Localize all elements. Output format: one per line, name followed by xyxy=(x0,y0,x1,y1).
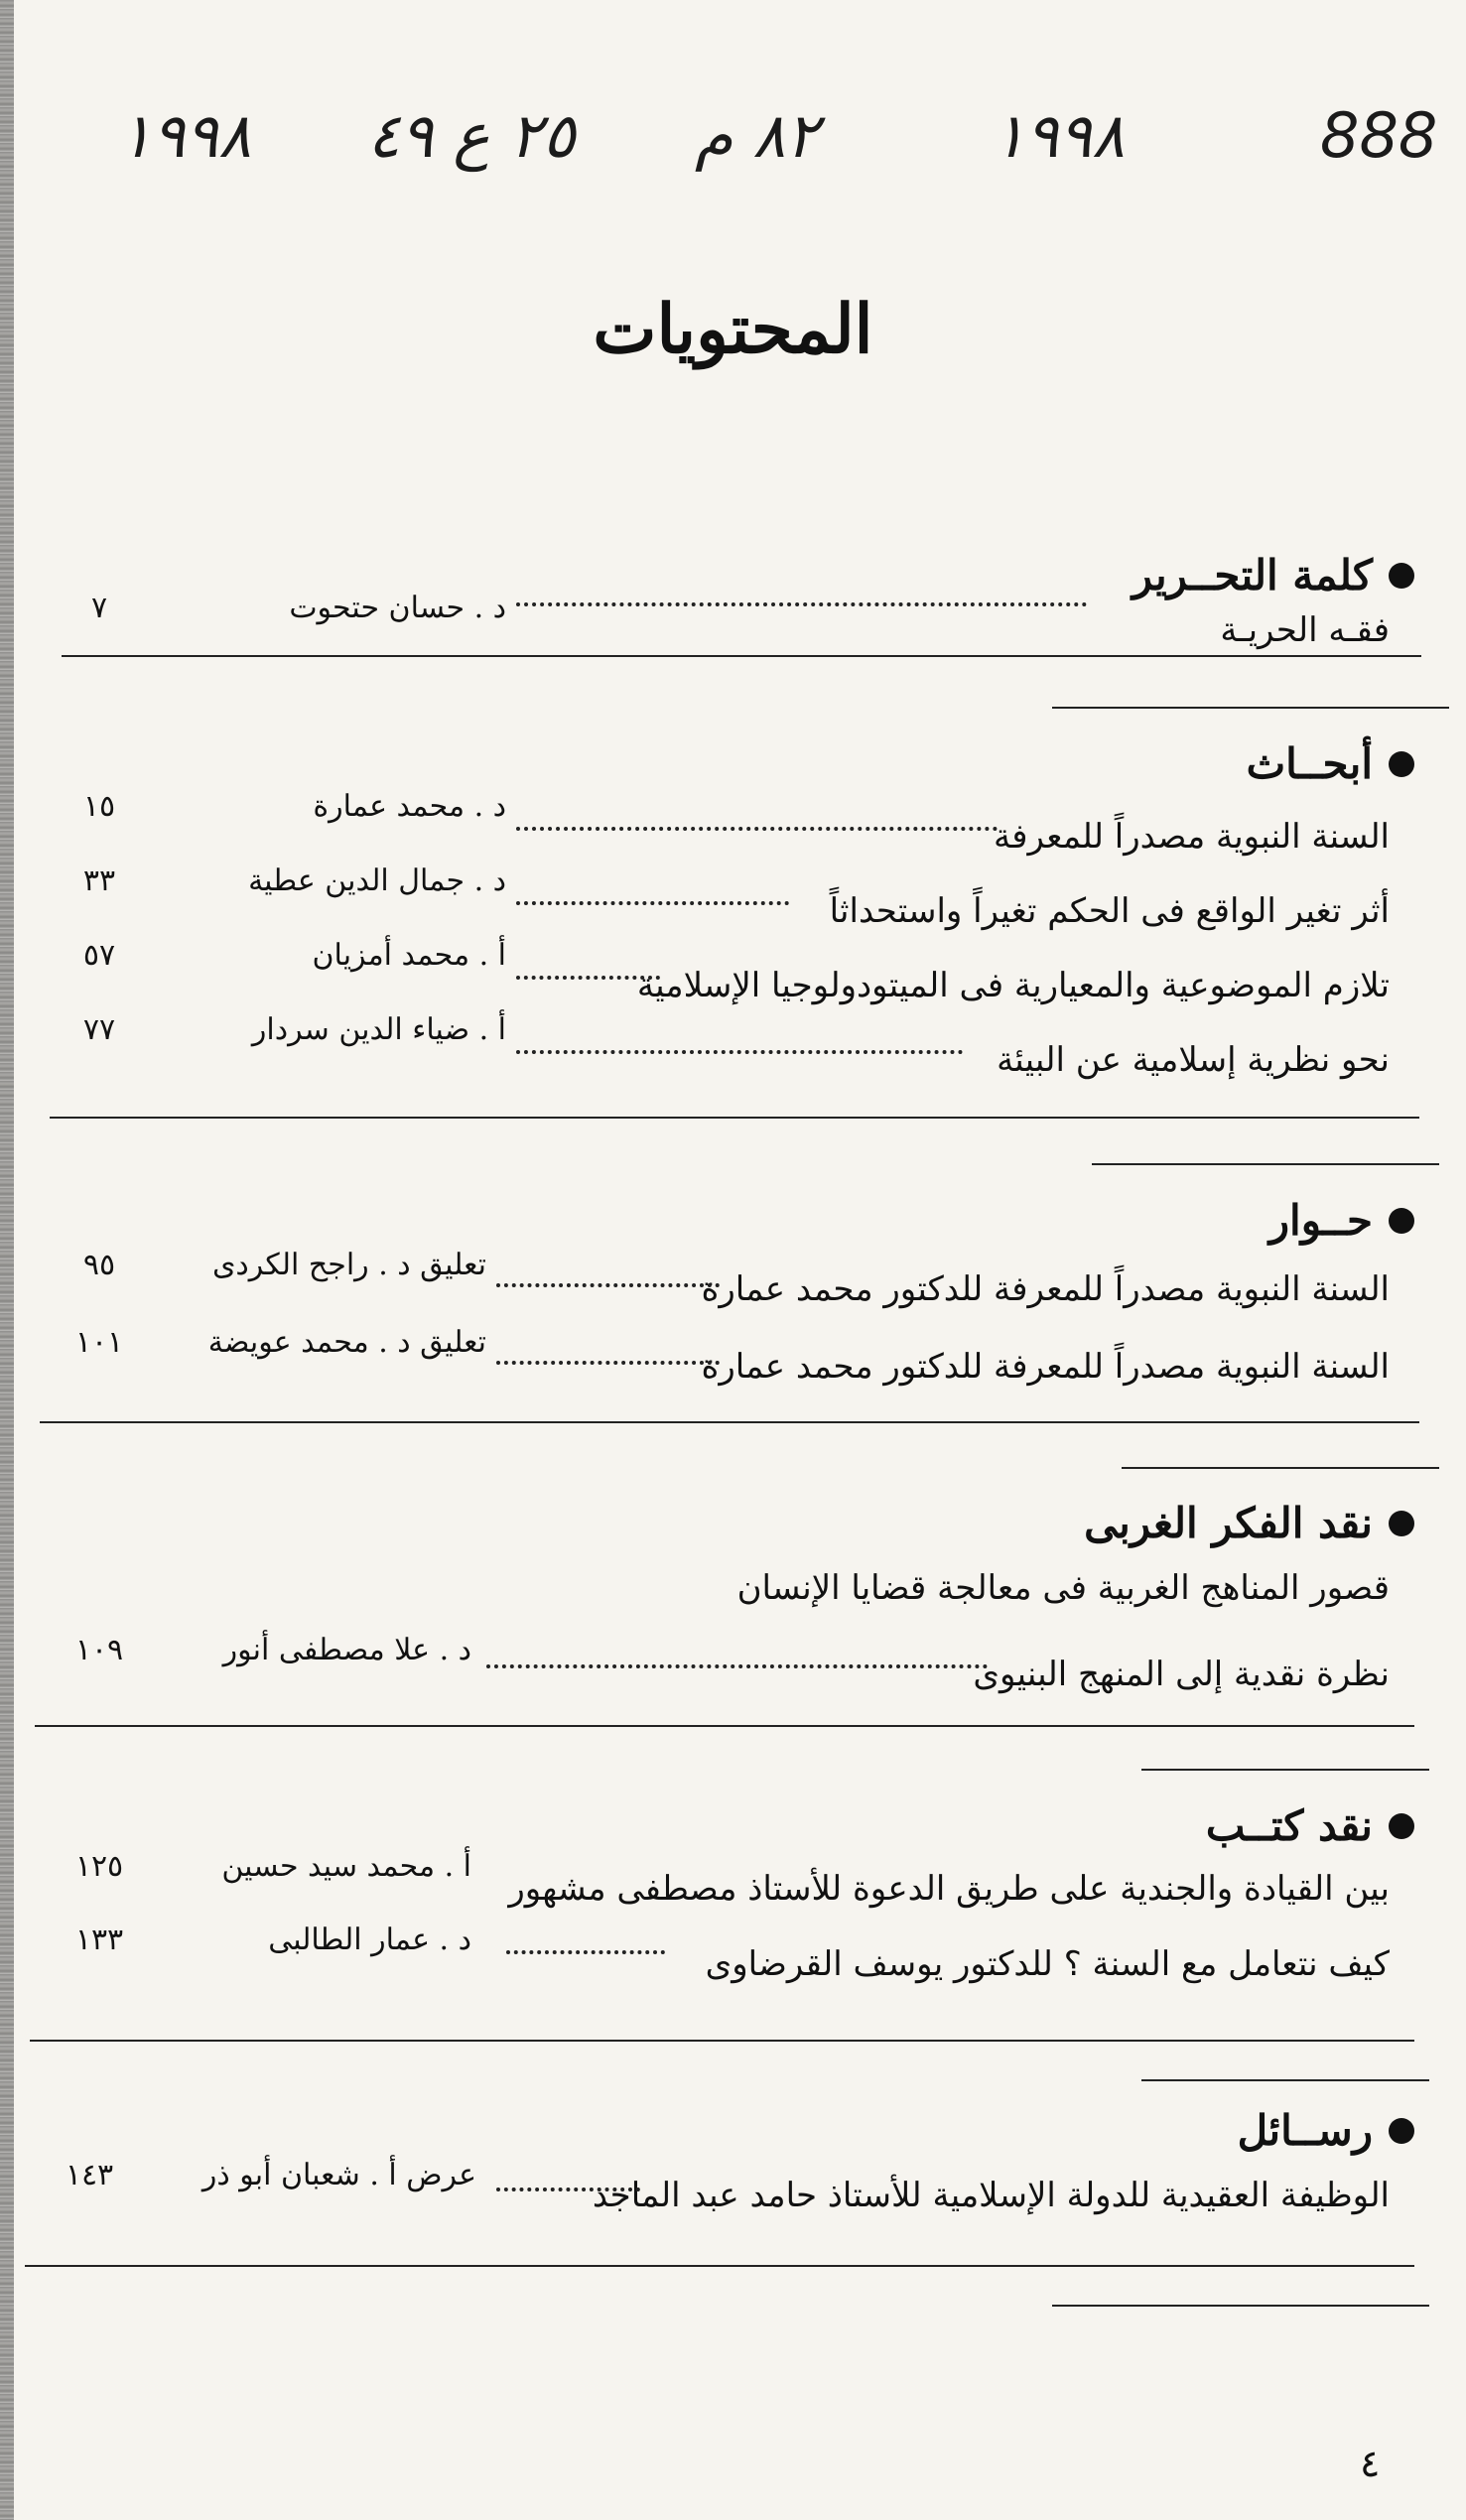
entry-title: أثر تغير الواقع فى الحكم تغيراً واستحداثاً xyxy=(829,891,1390,931)
leader-dots xyxy=(516,825,998,831)
entry-author: د . حسان حتحوت xyxy=(289,591,506,625)
toc-entry xyxy=(30,1923,1414,1984)
section-divider xyxy=(30,2040,1414,2042)
toc-entry xyxy=(30,1849,1414,1909)
section-divider xyxy=(35,1725,1414,1727)
toc-entry xyxy=(30,591,1414,650)
toc-entry xyxy=(30,1012,1414,1080)
leader-dots xyxy=(516,899,789,905)
entry-title: السنة النبوية مصدراً للمعرفة xyxy=(994,817,1390,857)
entry-author: تعليق د . راجح الكردى xyxy=(211,1248,486,1282)
toc-entry xyxy=(30,1325,1414,1387)
leader-dots xyxy=(516,1048,963,1054)
section-heading xyxy=(1084,1499,1414,1547)
entry-title: فقـه الحريـة xyxy=(1220,610,1390,650)
section-heading xyxy=(1269,1196,1414,1245)
section-divider xyxy=(25,2265,1414,2267)
entry-page: ٩٥ xyxy=(82,1248,116,1282)
section-divider xyxy=(1092,1163,1439,1165)
toc-entry xyxy=(30,2158,1414,2215)
section-divider xyxy=(1052,2305,1429,2307)
handwritten-note-5: 888 xyxy=(1320,99,1438,172)
toc-entry xyxy=(30,863,1414,931)
entry-page: ٧ xyxy=(90,591,108,625)
entry-author: عرض أ . شعبان أبو ذر xyxy=(201,2158,476,2192)
entry-title: كيف نتعامل مع السنة ؟ للدكتور يوسف القرضاوى xyxy=(705,1944,1390,1984)
toc-entry xyxy=(30,938,1414,1005)
handwritten-note-3: ٨٢ م xyxy=(695,99,819,172)
section-divider xyxy=(1141,1769,1429,1771)
bullet-icon xyxy=(1389,751,1414,777)
section-heading xyxy=(1247,739,1414,788)
bullet-icon xyxy=(1389,563,1414,589)
handwritten-note-4: ١٩٩٨ xyxy=(993,99,1126,172)
entry-title: السنة النبوية مصدراً للمعرفة للدكتور محمد عمارة xyxy=(701,1269,1390,1309)
section-divider xyxy=(1122,1467,1439,1469)
section-heading xyxy=(1206,1801,1414,1850)
entry-author: تعليق د . محمد عويضة xyxy=(207,1325,486,1360)
entry-title: تلازم الموضوعية والمعيارية فى الميتودولوجيا الإسلامية xyxy=(636,966,1390,1005)
section-heading-text: نقد الفكر الغربى xyxy=(1084,1499,1373,1547)
entry-author: د . عمار الطالبى xyxy=(268,1923,471,1957)
section-divider xyxy=(1141,2079,1429,2081)
page-number: ٤ xyxy=(1360,2442,1381,2485)
bullet-icon xyxy=(1389,1813,1414,1839)
section-heading-text: رســائل xyxy=(1237,2106,1373,2155)
scan-edge xyxy=(0,0,14,2520)
entry-page: ٣٣ xyxy=(82,863,116,898)
entry-title: السنة النبوية مصدراً للمعرفة للدكتور محمد عمارة xyxy=(701,1347,1390,1387)
entry-author: د . جمال الدين عطية xyxy=(248,863,506,898)
leader-dots xyxy=(516,600,1087,606)
section-divider xyxy=(40,1421,1419,1423)
section-heading-text: كلمة التحــرير xyxy=(1132,551,1373,599)
leader-dots xyxy=(496,1281,720,1287)
toc-entry xyxy=(30,789,1414,857)
leader-dots xyxy=(506,1948,665,1954)
entry-page: ١٠٩ xyxy=(74,1633,124,1667)
section-divider xyxy=(1052,707,1449,709)
section-heading-text: حــوار xyxy=(1268,1196,1373,1245)
entry-title: نظرة نقدية إلى المنهج البنيوى xyxy=(973,1655,1390,1694)
toc-entry xyxy=(30,1248,1414,1309)
bullet-icon xyxy=(1389,1208,1414,1234)
entry-page: ١٠١ xyxy=(74,1325,124,1360)
entry-author: د . علا مصطفى أنور xyxy=(222,1633,471,1667)
leader-dots xyxy=(516,974,660,980)
bullet-icon xyxy=(1389,2118,1414,2144)
entry-author: د . محمد عمارة xyxy=(313,789,506,824)
section-divider xyxy=(62,655,1421,657)
section-divider xyxy=(50,1117,1419,1119)
section-heading xyxy=(1238,2106,1414,2155)
entry-title: الوظيفة العقيدية للدولة الإسلامية للأستاذ حامد عبد الماجد xyxy=(592,2176,1390,2215)
entry-title: قصور المناهج الغربية فى معالجة قضايا الإنسان xyxy=(736,1568,1390,1608)
bullet-icon xyxy=(1389,1511,1414,1536)
entry-author: أ . محمد سيد حسين xyxy=(221,1849,471,1884)
toc-entry xyxy=(30,1568,1414,1620)
entry-page: ١٣٣ xyxy=(74,1923,124,1957)
entry-page: ١٤٣ xyxy=(65,2158,114,2192)
leader-dots xyxy=(496,1359,720,1365)
entry-author: أ . ضياء الدين سردار xyxy=(251,1012,506,1047)
leader-dots xyxy=(496,2186,640,2191)
entry-page: ٥٧ xyxy=(82,938,116,973)
handwritten-note-2: ٢٥ ع ٤٩ xyxy=(367,99,576,172)
handwritten-note-1: ١٩٩٨ xyxy=(119,99,252,172)
toc-entry xyxy=(30,1633,1414,1694)
entry-author: أ . محمد أمزيان xyxy=(312,938,506,973)
section-heading-text: نقد كتــب xyxy=(1205,1801,1373,1850)
leader-dots xyxy=(486,1662,988,1668)
entry-title: نحو نظرية إسلامية عن البيئة xyxy=(997,1040,1390,1080)
entry-page: ١٥ xyxy=(82,789,116,824)
section-heading-text: أبحــاث xyxy=(1246,739,1373,788)
entry-title: بين القيادة والجندية على طريق الدعوة للأستاذ مصطفى مشهور xyxy=(508,1869,1390,1909)
page-title: المحتويات xyxy=(593,290,873,369)
entry-page: ١٢٥ xyxy=(74,1849,124,1884)
entry-page: ٧٧ xyxy=(82,1012,116,1047)
